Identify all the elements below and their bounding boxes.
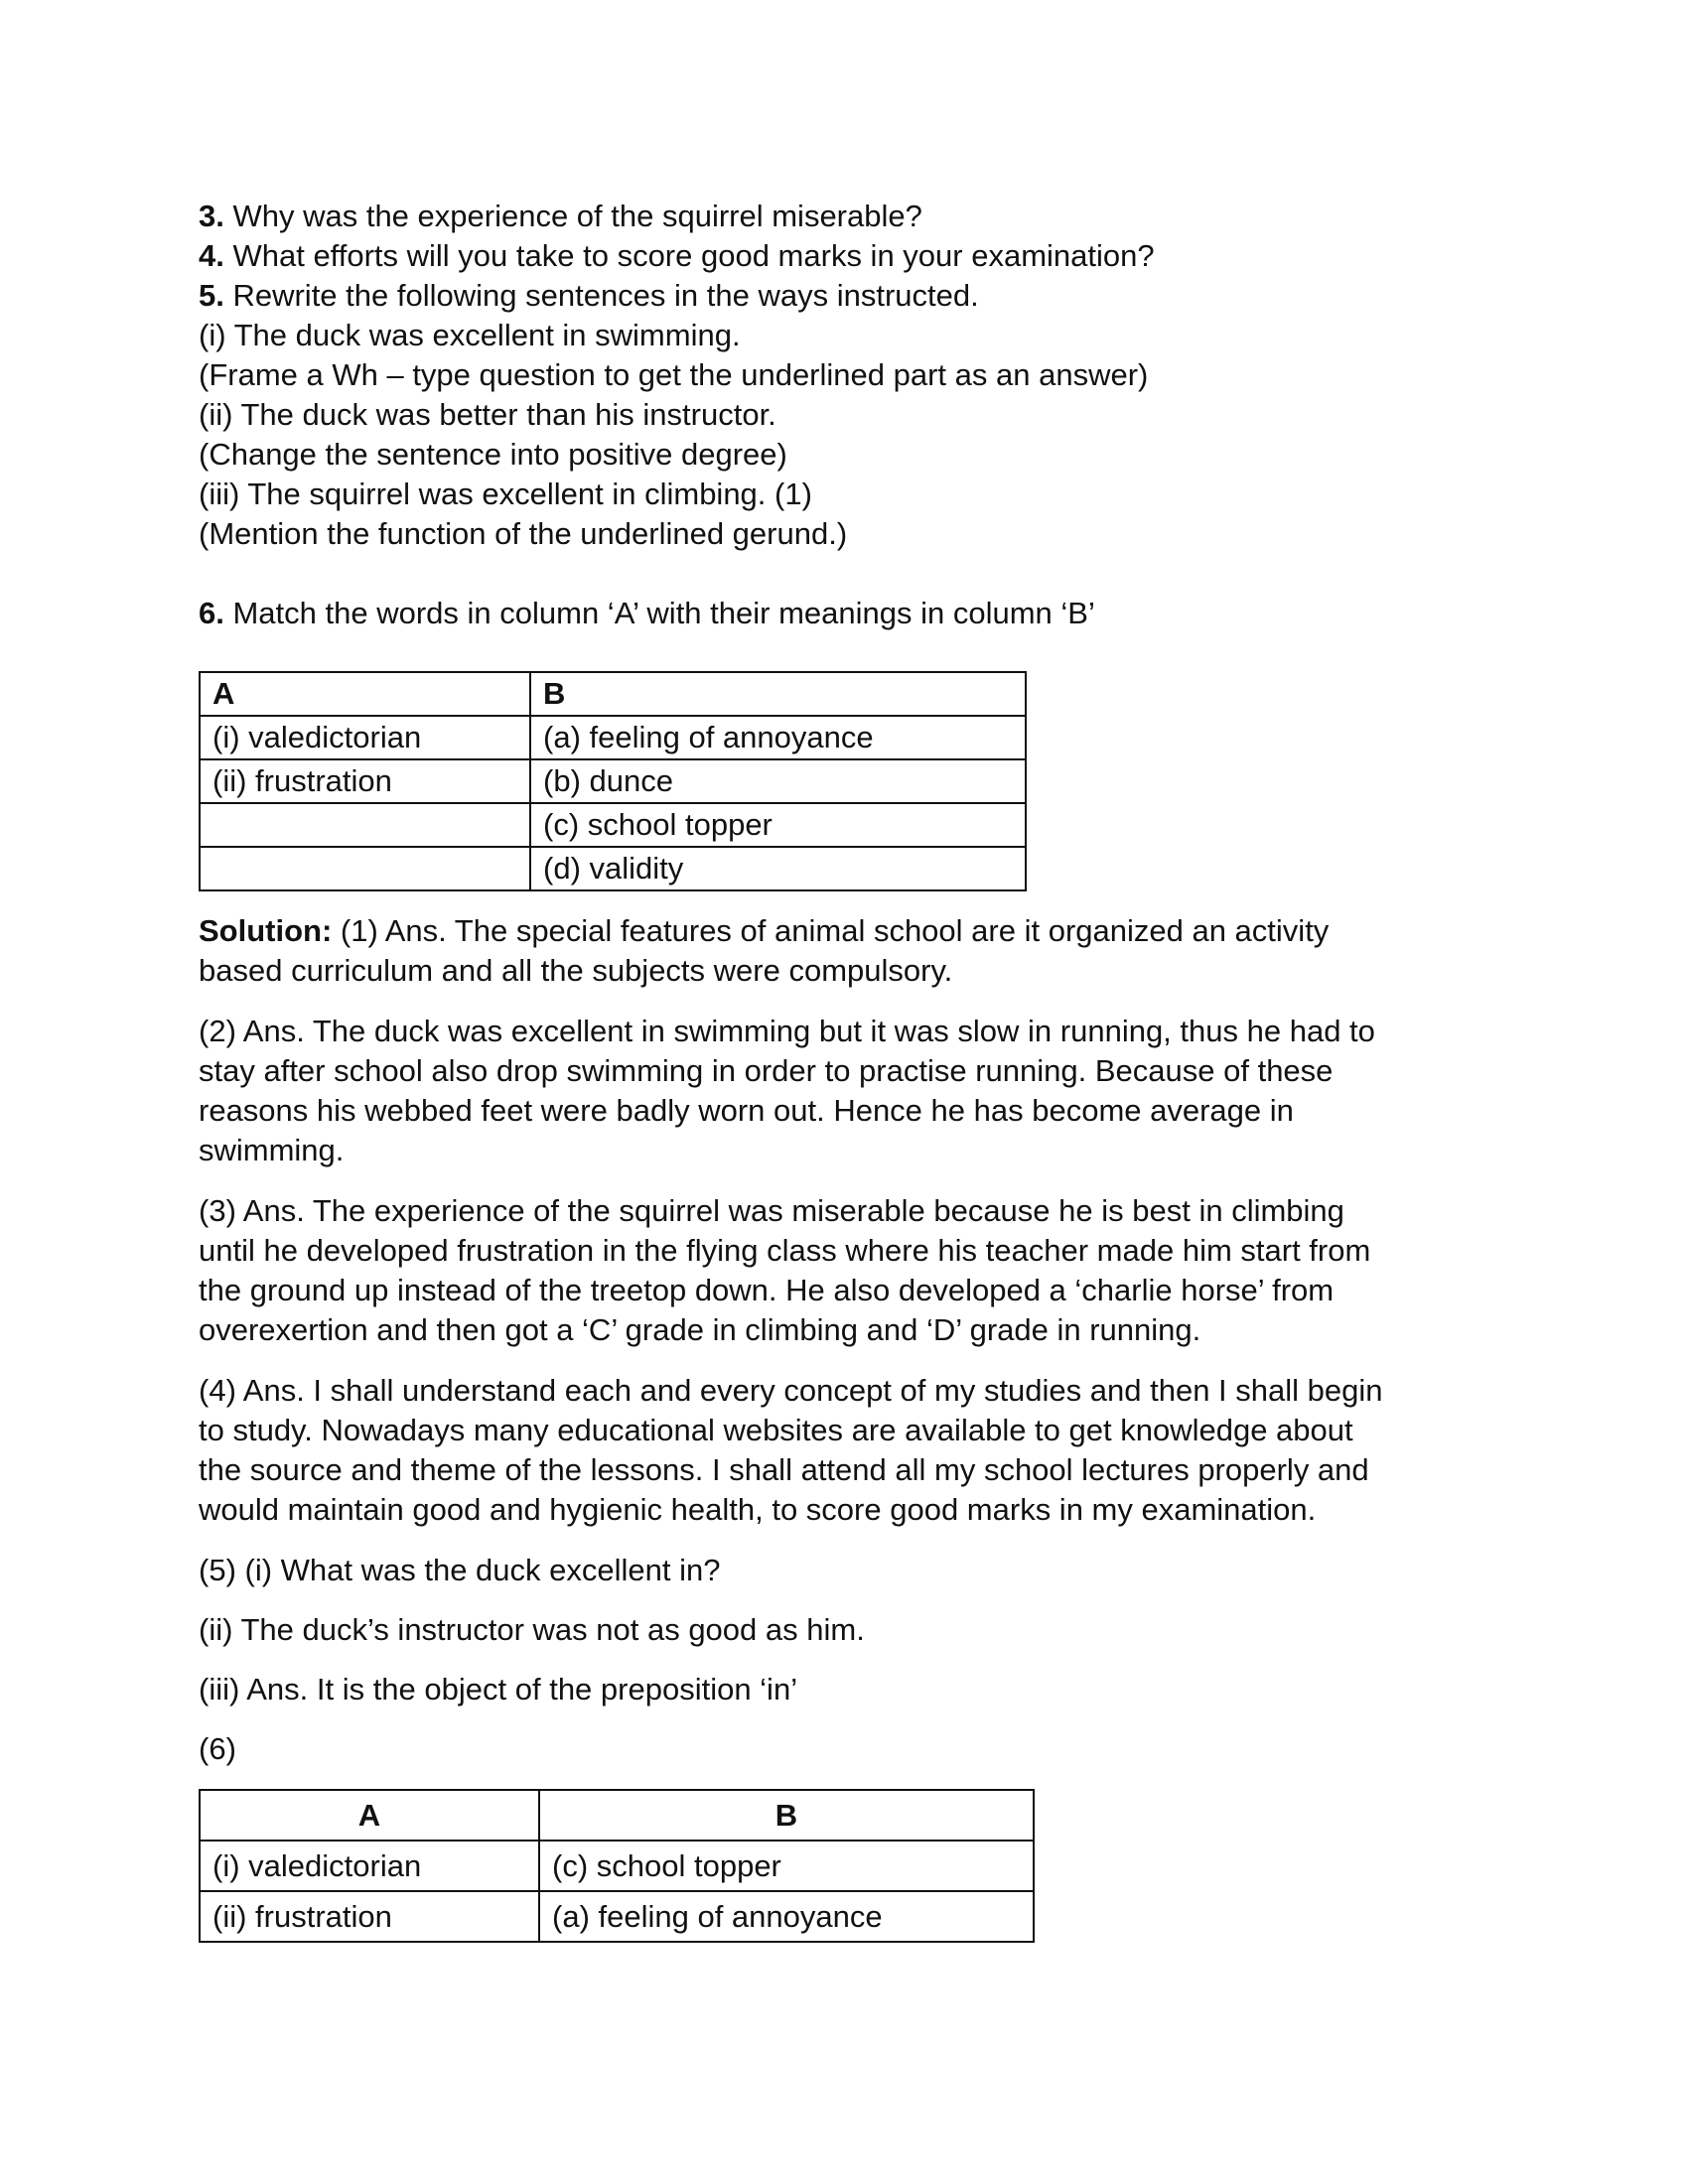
- answer-line: would maintain good and hygienic health, to score good marks in my examination.: [199, 1492, 1317, 1527]
- table-header-row: [200, 1790, 1034, 1841]
- question-number: 4.: [199, 238, 224, 273]
- question-text: Rewrite the following sentences in the ways instructed.: [223, 278, 979, 313]
- question-text: Match the words in column ‘A’ with their meanings in column ‘B’: [223, 596, 1095, 630]
- table-cell: (c) school topper: [530, 803, 1026, 847]
- question-number: 3.: [199, 199, 224, 233]
- table-cell: (i) valedictorian: [200, 716, 530, 759]
- table-cell: (c) school topper: [539, 1841, 1034, 1891]
- answer-line: the ground up instead of the treetop down. He also developed a ‘charlie horse’ from: [199, 1273, 1335, 1307]
- answer-line: reasons his webbed feet were badly worn out. Hence he has become average in: [199, 1093, 1294, 1128]
- question-5-item: (i) The duck was excellent in swimming.: [199, 318, 741, 352]
- answer-line: the source and theme of the lessons. I shall attend all my school lectures properly and: [199, 1452, 1369, 1487]
- table-row: [200, 759, 1026, 803]
- answer-3: [199, 1191, 1489, 1350]
- answer-5-i: (5) (i) What was the duck excellent in?: [199, 1553, 721, 1587]
- answer-1: [199, 911, 1489, 991]
- table-row: [200, 847, 1026, 890]
- question-5-item: (Frame a Wh – type question to get the underlined part as an answer): [199, 357, 1149, 392]
- table-header-cell: A: [200, 672, 530, 716]
- table-cell: (d) validity: [530, 847, 1026, 890]
- answer-line: to study. Nowadays many educational websites are available to get knowledge about: [199, 1413, 1353, 1447]
- table-cell: (b) dunce: [530, 759, 1026, 803]
- answer-5-ii: (ii) The duck’s instructor was not as good as him.: [199, 1612, 865, 1647]
- question-5-item: (iii) The squirrel was excellent in climbing. (1): [199, 477, 812, 511]
- table-cell: (a) feeling of annoyance: [539, 1891, 1034, 1942]
- table-cell: [200, 847, 530, 890]
- table-cell: [200, 803, 530, 847]
- table-header-row: [200, 672, 1026, 716]
- question-4: [199, 236, 1489, 276]
- question-number: 5.: [199, 278, 224, 313]
- match-table: [199, 671, 1027, 891]
- question-6: [199, 594, 1489, 633]
- table-cell: (ii) frustration: [200, 759, 530, 803]
- question-text: What efforts will you take to score good marks in your examination?: [223, 238, 1155, 273]
- answer-line: until he developed frustration in the flying class where his teacher made him start from: [199, 1233, 1371, 1268]
- answer-line: (4) Ans. I shall understand each and every concept of my studies and then I shall begin: [199, 1373, 1383, 1408]
- answer-line: based curriculum and all the subjects were compulsory.: [199, 953, 953, 988]
- question-5-item: (Mention the function of the underlined gerund.): [199, 516, 848, 551]
- document-page: [199, 197, 1489, 1943]
- table-header-cell: B: [539, 1790, 1034, 1841]
- answer-line: (1) Ans. The special features of animal school are it organized an activity: [332, 913, 1330, 948]
- question-5-item: (Change the sentence into positive degree): [199, 437, 787, 472]
- answer-2: [199, 1012, 1489, 1170]
- table-header-cell: B: [530, 672, 1026, 716]
- answer-4: [199, 1371, 1489, 1530]
- answer-line: swimming.: [199, 1133, 345, 1167]
- table-row: [200, 803, 1026, 847]
- answer-6-label: (6): [199, 1731, 236, 1766]
- answer-line: overexertion and then got a ‘C’ grade in climbing and ‘D’ grade in running.: [199, 1312, 1201, 1347]
- solution-label: Solution:: [199, 913, 333, 948]
- table-row: [200, 716, 1026, 759]
- table-header-cell: A: [200, 1790, 539, 1841]
- question-5-item: (ii) The duck was better than his instructor.: [199, 397, 776, 432]
- question-5: [199, 276, 1489, 316]
- table-row: [200, 1841, 1034, 1891]
- question-text: Why was the experience of the squirrel miserable?: [223, 199, 922, 233]
- table-row: [200, 1891, 1034, 1942]
- question-3: [199, 197, 1489, 236]
- question-number: 6.: [199, 596, 224, 630]
- answer-table: [199, 1789, 1035, 1943]
- answer-line: stay after school also drop swimming in order to practise running. Because of these: [199, 1053, 1334, 1088]
- table-cell: (ii) frustration: [200, 1891, 539, 1942]
- table-cell: (i) valedictorian: [200, 1841, 539, 1891]
- answer-line: (3) Ans. The experience of the squirrel was miserable because he is best in climbing: [199, 1193, 1344, 1228]
- answer-5-iii: (iii) Ans. It is the object of the preposition ‘in’: [199, 1672, 798, 1706]
- table-cell: (a) feeling of annoyance: [530, 716, 1026, 759]
- answer-line: (2) Ans. The duck was excellent in swimming but it was slow in running, thus he had to: [199, 1014, 1375, 1048]
